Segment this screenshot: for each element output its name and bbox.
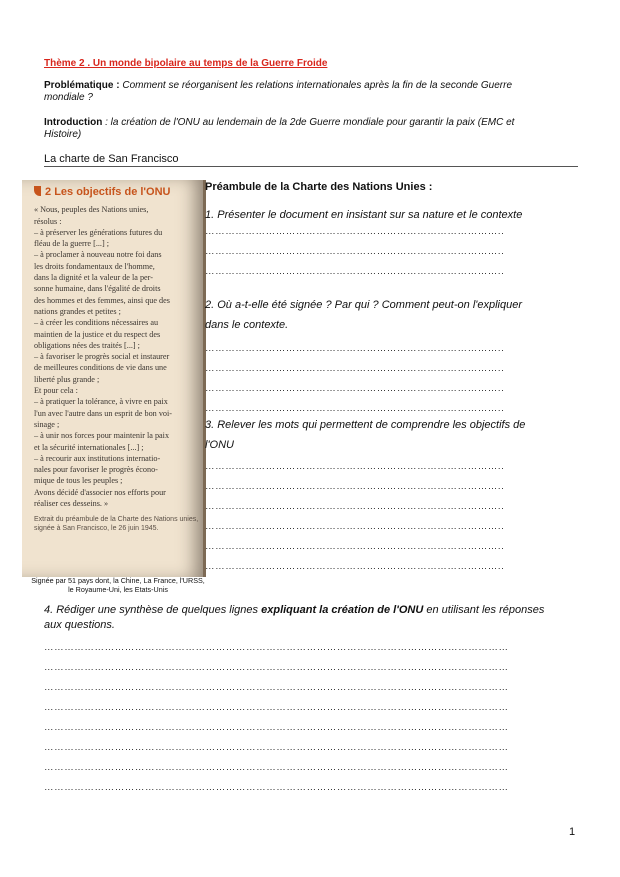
document-caption: Signée par 51 pays dont, la Chine, La France, l'URSS, le Royaume-Uni, les Etats-Unis [31, 576, 205, 594]
synthesis-line[interactable]: ………………………………………………………………………………………………………………………… [44, 702, 509, 713]
document-line: de meilleures conditions de vie dans une [34, 363, 167, 373]
document-line: l'un avec l'autre dans un esprit de bon voi- [34, 408, 173, 418]
document-title-text: Les objectifs de l'ONU [54, 186, 171, 198]
page-edge [203, 180, 206, 577]
document-scan [22, 180, 206, 577]
document-line: fléau de la guerre [...] ; [34, 239, 110, 249]
introduction [44, 117, 554, 141]
synthesis-line[interactable]: ………………………………………………………………………………………………………………………… [44, 682, 509, 693]
document-line: – à recourir aux institutions internatio- [34, 453, 161, 463]
document-line: Avons décidé d'associer nos efforts pour [34, 487, 166, 497]
synthesis-line[interactable]: ………………………………………………………………………………………………………………………… [44, 642, 509, 653]
document-line: résolus : [34, 216, 62, 226]
document-line: réaliser ces desseins. » [34, 499, 109, 509]
document-line: « Nous, peuples des Nations unies, [34, 205, 149, 215]
answer-line[interactable]: …………………………………………………………………………….. [205, 461, 505, 472]
document-line: liberté plus grande ; [34, 374, 100, 384]
synthesis-line[interactable]: ………………………………………………………………………………………………………………………… [44, 662, 509, 673]
answer-line[interactable]: …………………………………………………………………………….. [205, 561, 505, 572]
document-line: sonne humaine, dans l'égalité de droits [34, 284, 161, 294]
document-line: obligations nées des traités [...] ; [34, 340, 140, 350]
introduction-text: : la création de l'ONU au lendemain de la 2de Guerre mondiale pour garantir la paix (EMC et Histoire) [44, 117, 515, 140]
document-line: maintien de la justice et du respect des [34, 329, 161, 339]
synthesis-line[interactable]: ………………………………………………………………………………………………………………………… [44, 782, 509, 793]
introduction-label: Introduction [44, 117, 103, 128]
answer-line[interactable]: …………………………………………………………………………….. [205, 226, 505, 237]
question-2: 2. Où a-t-elle été signée ? Par qui ? Comment peut-on l'expliquer dans le contexte. [205, 299, 522, 331]
document-line: – à favoriser le progrès social et instaurer [34, 352, 170, 362]
document-line: nales pour favoriser le progrès écono- [34, 465, 158, 475]
question-4-start: 4. Rédiger une synthèse de quelques lignes [44, 604, 262, 616]
document-line: les droits fondamentaux de l'homme, [34, 261, 155, 271]
answer-line[interactable]: …………………………………………………………………………….. [205, 383, 505, 394]
document-line: mique de tous les peuples ; [34, 476, 123, 486]
answer-line[interactable]: …………………………………………………………………………….. [205, 246, 505, 257]
document-line: et la sécurité internationales [...] ; [34, 442, 144, 452]
answer-line[interactable]: …………………………………………………………………………….. [205, 266, 505, 277]
answer-line[interactable]: …………………………………………………………………………….. [205, 363, 505, 374]
question-1: 1. Présenter le document en insistant sur sa nature et le contexte [205, 209, 523, 221]
answer-line[interactable]: …………………………………………………………………………….. [205, 521, 505, 532]
question-4-end: en utilisant les réponses aux questions. [44, 604, 545, 631]
document-line: – à unir nos forces pour maintenir la paix [34, 431, 170, 441]
theme-title: Thème 2 . Un monde bipolaire au temps de la Guerre Froide [44, 58, 328, 69]
preamble-title: Préambule de la Charte des Nations Unies : [205, 181, 433, 193]
synthesis-line[interactable]: ………………………………………………………………………………………………………………………… [44, 722, 509, 733]
synthesis-line[interactable]: ………………………………………………………………………………………………………………………… [44, 742, 509, 753]
section-title: La charte de San Francisco [44, 153, 179, 165]
document-line: – à préserver les générations futures du [34, 227, 163, 237]
answer-line[interactable]: …………………………………………………………………………….. [205, 501, 505, 512]
question-4-emphasis: expliquant la création de l'ONU [261, 604, 424, 616]
document-line: – à créer les conditions nécessaires au [34, 318, 159, 328]
answer-line[interactable]: …………………………………………………………………………….. [205, 541, 505, 552]
synthesis-line[interactable]: ………………………………………………………………………………………………………………………… [44, 762, 509, 773]
document-line: Et pour cela : [34, 386, 78, 396]
document-number: 2 [45, 186, 52, 198]
document-line: sinage ; [34, 419, 60, 429]
page-number: 1 [569, 826, 576, 838]
question-3: 3. Relever les mots qui permettent de comprendre les objectifs de l'ONU [205, 419, 526, 451]
problematique [44, 80, 554, 104]
document-extract: Extrait du préambule de la Charte des Nations unies, signée à San Francisco, le 26 juin 1945. [34, 516, 199, 533]
problematique-text: Comment se réorganisent les relations internationales après la fin de la seconde Guerre mondiale ? [44, 80, 513, 103]
problematique-label: Problématique : [44, 80, 120, 91]
document-line: nations grandes et petites ; [34, 306, 121, 316]
section-divider [44, 166, 578, 167]
document-line: dans la dignité et la valeur de la per- [34, 273, 153, 283]
document-body [34, 186, 204, 533]
document-line: – à pratiquer la tolérance, à vivre en paix [34, 397, 168, 407]
document-line: – à proclamer à nouveau notre foi dans [34, 250, 162, 260]
question-4 [44, 603, 564, 633]
answer-line[interactable]: …………………………………………………………………………….. [205, 481, 505, 492]
document-line: des hommes et des femmes, ainsi que des [34, 295, 170, 305]
answer-line[interactable]: …………………………………………………………………………….. [205, 343, 505, 354]
document-lines [34, 204, 204, 509]
document-title [34, 186, 204, 198]
bookmark-icon [34, 186, 41, 196]
answer-line[interactable]: …………………………………………………………………………….. [205, 403, 505, 414]
